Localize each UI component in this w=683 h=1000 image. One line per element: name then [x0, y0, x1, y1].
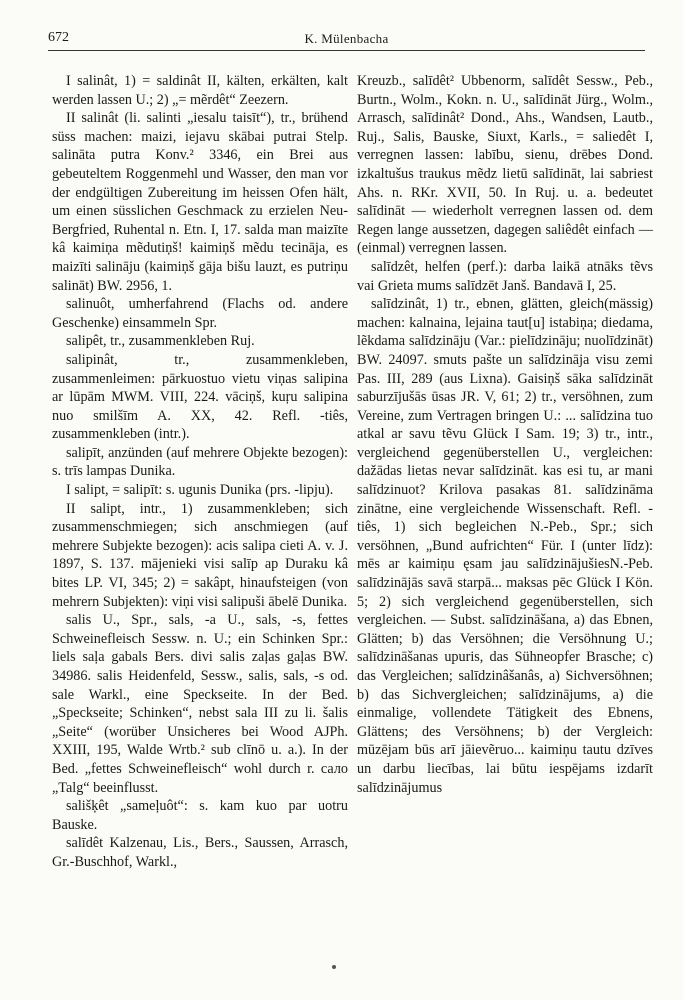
dictionary-entry	[52, 295, 348, 332]
entry-text: salipêt, tr., zusammenkleben Ruj.	[66, 333, 255, 350]
right-column	[357, 72, 653, 797]
dictionary-entry	[52, 797, 348, 834]
dictionary-entry	[52, 481, 348, 500]
dictionary-entry	[52, 444, 348, 481]
entry-text: salīdêt Kalzenau, Lis., Bers., Saussen, Arrasch, Gr.-Buschhof, Warkl.,	[52, 835, 348, 870]
entry-text: sališķêt „sameļuôt“: s. kam kuo par uotru Bauske.	[52, 798, 348, 833]
dictionary-entry	[52, 332, 348, 351]
ink-dot	[332, 965, 336, 969]
left-column	[52, 72, 348, 872]
dictionary-entry	[52, 611, 348, 797]
entry-text: I salinât, 1) = saldinât II, kälten, erkälten, kalt werden lassen U.; 2) „= mẽrdêt“ Zeezern.	[52, 73, 348, 108]
running-head: K. Mülenbacha	[304, 31, 389, 46]
dictionary-entry	[52, 109, 348, 295]
entry-text: salipīt, anzünden (auf mehrere Objekte bezogen): s. trīs lampas Dunika.	[52, 444, 348, 480]
dictionary-entry	[357, 72, 653, 258]
dictionary-entry	[357, 258, 653, 295]
page-header	[48, 28, 645, 51]
entry-text: I salipt, = salipīt: s. ugunis Dunika (prs. -lipju).	[66, 482, 334, 499]
entry-text: Kreuzb., salīdêt² Ubbenorm, salīdêt Sessw., Peb., Burtn., Wolm., Kokn. n. U., salīdināt Jürg., Wolm., Arrasch, salīdinât² Dond., Ahs., Wandsen, Lautb., Ruj., Salis, Bauske, Siuxt, Karls., = saliedêt I, verregnen lassen: labību, sienu, drēbes Dond. izkaltušus traukus mẽdz lietū salīdināt, lai sabriest Ahs. n. RKr. XVII, 50. In Ruj. u. a. bedeutet salīdināt — wiederholt verregnen lassen od. dem Regen lange aussetzen, dagegen saliêdêt einfach — (einmal) verregnen lassen.	[357, 73, 653, 257]
dictionary-entry	[52, 351, 348, 444]
entry-text: salis U., Spr., sals, -a U., sals, -s, fettes Schweinefleisch Sessw. n. U.; ein Schinken Spr.: liels saļa gabals Bers. divi salis zaļas gaļas BW. 34986. salis Heidenfeld, Sessw., salis, sals, -s od. sale Warkl., eine Speckseite. In der Bed. „Speckseite; Schinken“, nebst sala III zu li. šalis „Seite“ (worüber Unsicheres bei Wood AJPh. XXIII, 195, Walde Wrtb.² sub clīnō u. a.). In der Bed. „fettes Schweinefleisch“ wohl durch r. сало „Talg“ beeinflusst.	[52, 612, 348, 796]
entry-text: II salipt, intr., 1) zusammenkleben; sich zusammenschmiegen; sich anschmiegen (auf mehrere Subjekte bezogen): acis salipa cieti A. v. J. 1897, S. 137. mājenieki visi salīp ap Duraku kâ bites LP. VI, 345; 2) = sakâpt, hinaufsteigen (von mehrern Subjekten): viņi visi salipuši ābelē Dunika.	[52, 500, 348, 610]
page-number: 672	[48, 30, 69, 45]
entry-text: salipinât, tr., zusammenkleben, zusammenleimen: pārkuostuo vietu viņas salipina ar lūpām MWM. VIII, 224. vāciņš, kuŗu salipina nuo smilšīm A. XX, 42. Refl. -tiês, zusammenkleben (intr.).	[52, 351, 348, 443]
entry-text: salinuôt, umherfahrend (Flachs od. andere Geschenke) einsammeln Spr.	[52, 296, 348, 331]
dictionary-entry	[52, 834, 348, 871]
dictionary-entry	[357, 295, 653, 797]
dictionary-entry	[52, 72, 348, 109]
entry-text: salīdzêt, helfen (perf.): darba laikā atnāks tẽvs vai Grieta mums salīdzēt Janš. Bandavā I, 25.	[357, 258, 653, 294]
entry-text: II salinât (li. salinti „iesalu taisīt“), tr., brühend süss machen: maizi, iejavu skābai putrai Stelp. salināta putra Konv.² 3346, ein Brei aus gebeuteltem Roggenmehl und Wasser, den man vor der endgültigen Zubereitung im heissen Ofen hält, um einen süsslichen Geschmack zu erzielen Neu-Bergfried, Ruhental n. Etn. I, 17. salda man maizīte kâ kaimiņa mẽdutiņš! kaimiņš mẽdu tecināja, es maizīti salināju (kaimiņš gāja bišu lauzt, es putriņu salināt) BW. 2956, 1.	[52, 110, 348, 294]
dictionary-entry	[52, 500, 348, 612]
entry-text: salīdzinât, 1) tr., ebnen, glätten, gleich(mässig) machen: kalnaina, lejaina taut[u] istabiņa; diedama, lẽkdama salīdzināju (Var.: pielīdzināju; nuolīdzināt) BW. 24097. smuts pašte un salīdzināja visu zemi Pas. III, 289 (aus Lixna). Gaisiņš sāka salīdzināt saburzījušās ūsas JR. V, 61; 2) tr., versöhnen, zum Vereine, zum Vertragen bringen U.: ... salīdzina tuo atkal ar savu tẽvu Glück I Sam. 19; 3) tr., intr., vergleichend gegenüberstellen U., vergleichen: dažādas lietas nevar salīdzināt. kas esi tu, ar mani salīdzinuot? Krilova pasakas 81. salīdzināma zinātne, eine vergleichende Wissenschaft. Refl. -tiês, 1) sich begleichen N.-Peb., Spr.; sich versöhnen, „Bund aufrichten“ Für. I (unter līdz): mēs ar kaimiņu ęsam jau salīdzinājušiesN.-Peb. salīdzinājās savā starpā... maksas pēc Glück I Kön. 5; 2) sich vergleichend gegenüberstellen, sich vergleichen. — Subst. salīdzināšana, a) das Ebnen, Glätten; b) das Versöhnen; die Versöhnung U.; salīdzināšanas upuris, das Sühneopfer Brasche; c) das Vergleichen; salīdzinâšanâs, a) Sichversöhnen; b) das Sichvergleichen; salīdzinājums, a) die einmalige, vollendete Tätigkeit des Ebnens, Glättens; des Versöhnens; b) der Vergleich: mūzējam būs arī jāievẽruo... kaimiņu tautu dzīves un darbu liecības, lai būtu iespējams izdarīt salīdzinājumus	[357, 296, 653, 796]
